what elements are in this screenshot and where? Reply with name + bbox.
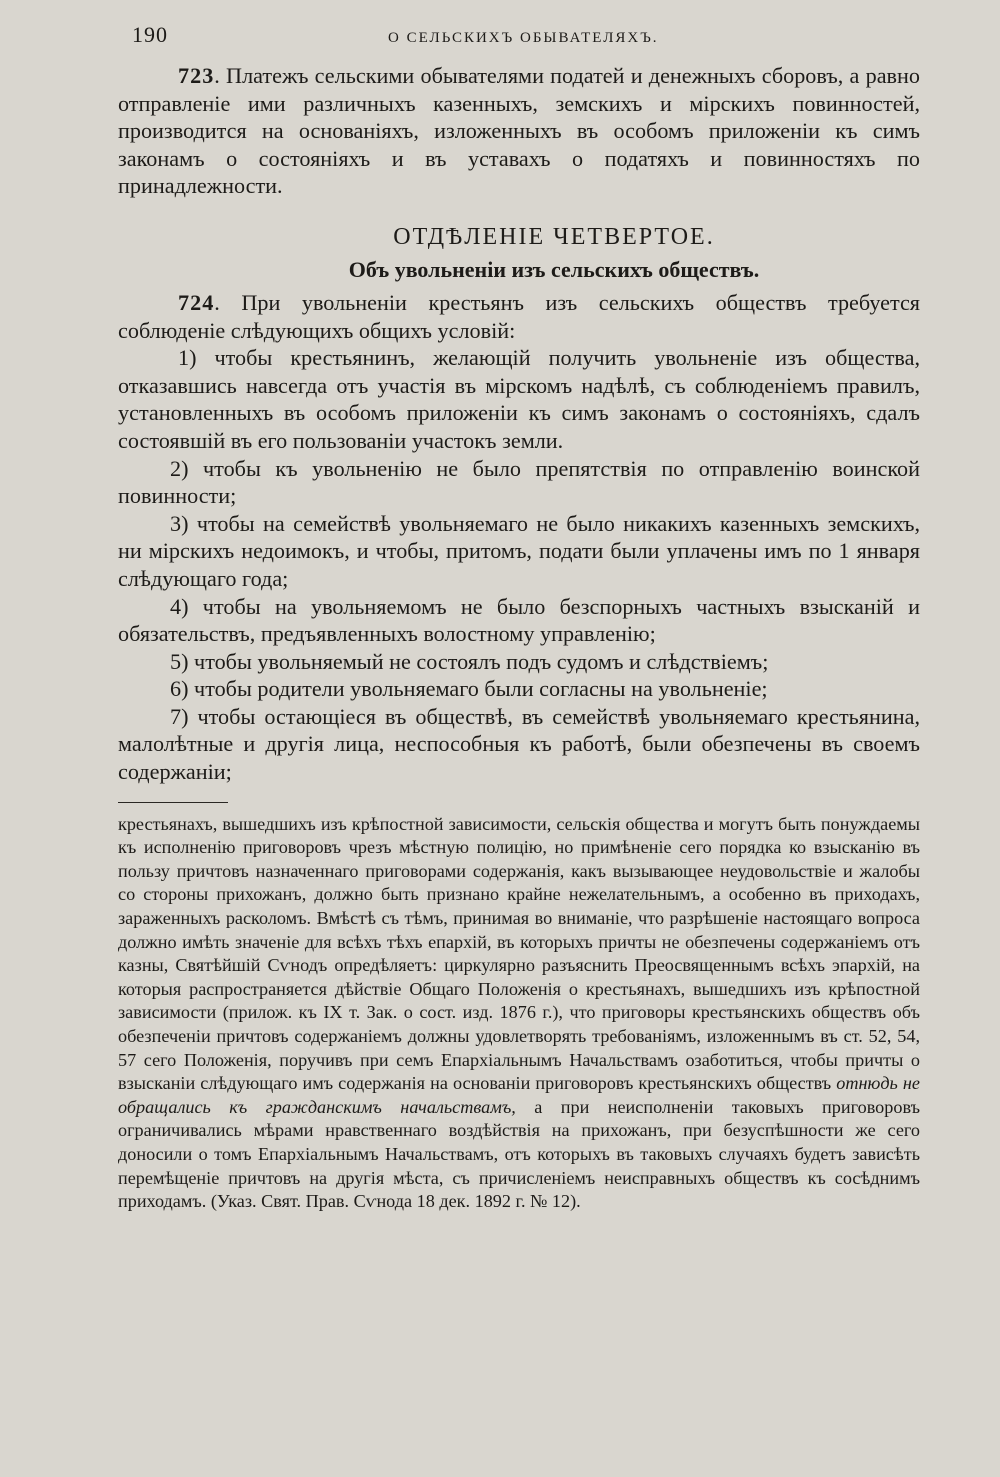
footnote (118, 813, 920, 1214)
section-subtitle: Объ увольненіи изъ сельскихъ обществъ. (348, 256, 760, 282)
page-header (118, 22, 920, 62)
footnote-italic: отнюдь не обращались къ гражданскимъ начальствамъ, (118, 1073, 920, 1117)
running-title: О СЕЛЬСКИХЪ ОБЫВАТЕЛЯХЪ. (388, 30, 659, 46)
article-text: . При увольненіи крестьянъ изъ сельскихъ обществъ требуется соблюденіе слѣдующихъ общихъ условій: (118, 289, 920, 343)
condition-item: 5) чтобы увольняемый не состоялъ подъ судомъ и слѣдствіемъ; (170, 648, 769, 674)
section-title: ОТДѢЛЕНІЕ ЧЕТВЕРТОЕ. (393, 223, 715, 250)
article-number: 724 (178, 289, 215, 315)
article-text: . Платежъ сельскими обывателями податей и денежныхъ сборовъ, а равно отправленіе ими различныхъ казенныхъ, земскихъ и мірскихъ повинностей, производится на основаніяхъ, изложенныхъ въ особомъ приложеніи къ симъ законамъ о состояніяхъ и въ уставахъ о податяхъ и повинностяхъ по принадлежности. (118, 63, 920, 199)
condition-item: 3) чтобы на семействѣ увольняемаго не было никакихъ казенныхъ земскихъ, ни мірскихъ недоимокъ, и чтобы, притомъ, подати были уплачены имъ по 1 января слѣдующаго года; (118, 510, 920, 591)
footnote-divider (118, 802, 228, 803)
article-723 (118, 62, 920, 200)
footnote-text: крестьянахъ, вышедшихъ изъ крѣпостной зависимости, сельскія общества и могутъ быть понуждаемы къ исполненію приговоровъ чрезъ мѣстную полицію, но примѣненіе сего порядка ко взысканію въ пользу причтовъ назначеннаго приговорами содержанія, какъ вызывающее неудовольствіе и жалобы со стороны прихожанъ, должно быть признано крайне нежелательнымъ, а особенно въ приходахъ, зараженныхъ расколомъ. Вмѣстѣ съ тѣмъ, принимая во вниманіе, что разрѣшеніе настоящаго вопроса должно имѣть значеніе для всѣхъ тѣхъ епархій, въ которыхъ причты не обезпечены содержаніемъ отъ казны, Святѣйшій Сѵнодъ опредѣляетъ: циркулярно разъяснить Преосвященнымъ всѣхъ эпархій, на которыя распространяется дѣйствіе Общаго Положенія о крестьянахъ, вышедшихъ изъ крѣпостной зависимости (прилож. къ IX т. Зак. о сост. изд. 1876 г.), что приговоры крестьянскихъ обществъ объ обезпеченіи причтовъ содержаніемъ должны удовлетворять требованіямъ, изложеннымъ въ ст. 52, 54, 57 сего Положенія, поручивъ при семъ Епархіальнымъ Начальствамъ озаботиться, чтобы причты о взысканіи слѣдующаго имъ содержанія на основаніи приговоровъ крестьянскихъ обществъ отнюдь не обращались къ гражданскимъ начальствамъ, а при неисполненіи таковыхъ приговоровъ ограничивались мѣрами нравственнаго воздѣйствія на прихожанъ, при безуспѣшности же сего доносили о томъ Епархіальнымъ Начальствамъ, отъ которыхъ въ таковыхъ случаяхъ будетъ зависѣть перемѣщеніе причтовъ на другія мѣста, съ причисленіемъ неисправныхъ обществъ къ сосѣднимъ приходамъ. (Указ. Свят. Прав. Сѵнода 18 дек. 1892 г. № 12). (118, 813, 920, 1212)
condition-item: 7) чтобы остающіеся въ обществѣ, въ семействѣ увольняемаго крестьянина, малолѣтные и другія лица, неспособныя къ работѣ, были обезпечены въ своемъ содержаніи; (118, 703, 920, 785)
condition-item: 4) чтобы на увольняемомъ не было безспорныхъ частныхъ взысканій и обязательствъ, предъявленныхъ волостному управленію; (118, 593, 920, 647)
main-text (118, 62, 920, 786)
page-number: 190 (132, 22, 168, 47)
article-number: 723 (178, 63, 215, 88)
condition-item: 1) чтобы крестьянинъ, желающій получить увольненіе изъ общества, отказавшись навсегда отъ участія въ мірскомъ надѣлѣ, съ соблюденіемъ правилъ, установленныхъ въ особомъ приложеніи къ симъ законамъ о состояніяхъ, сдалъ состоявшій въ его пользованіи участокъ земли. (118, 345, 920, 453)
condition-item: 2) чтобы къ увольненію не было препятствія по отправленію воинской повинности; (118, 455, 920, 509)
article-724 (118, 289, 920, 344)
condition-item: 6) чтобы родители увольняемаго были согласны на увольненіе; (170, 676, 768, 702)
